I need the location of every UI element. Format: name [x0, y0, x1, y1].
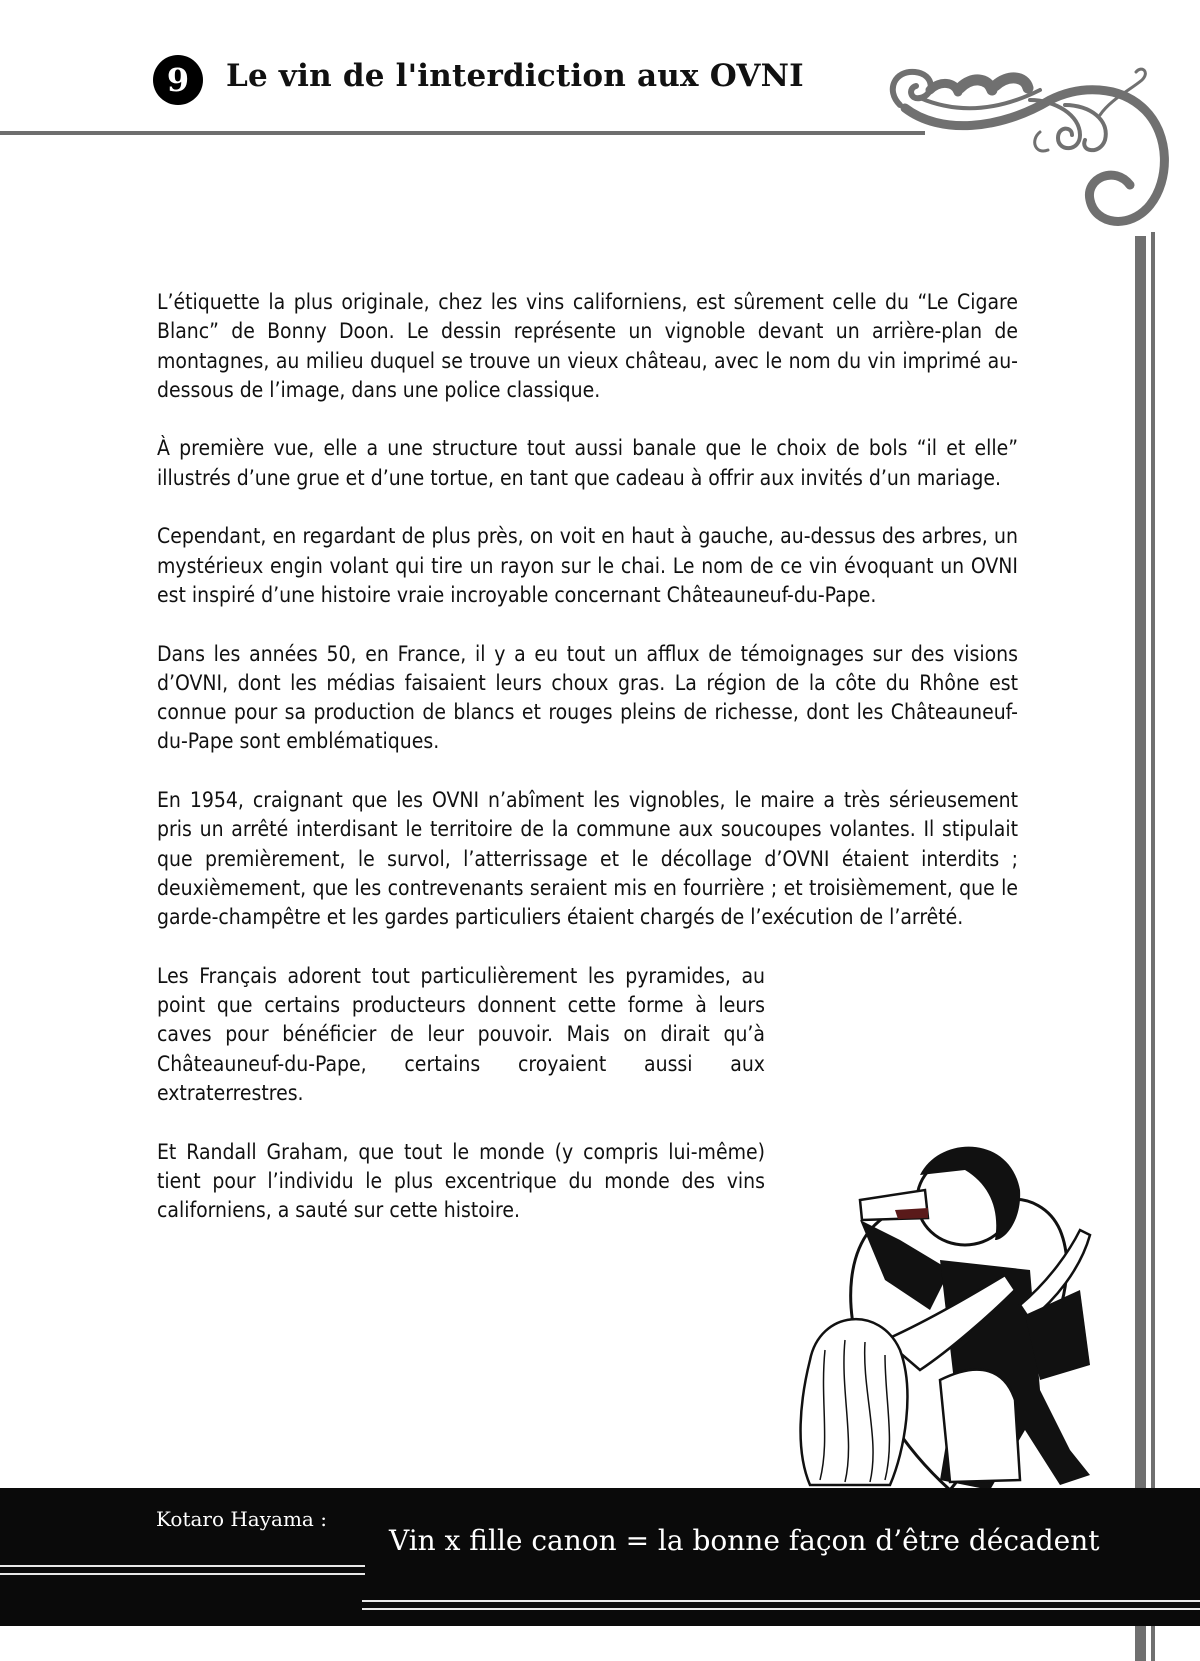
article-body [157, 288, 1018, 1255]
paragraph: L’étiquette la plus originale, chez les vins californiens, est sûrement celle du “Le Cigare Blanc” de Bonny Doon. Le dessin représente un vignoble devant un arrière-plan de montagnes, au milieu duquel se trouve un vieux château, avec le nom du vin imprimé au-dessous de l’image, dans une police classique. [157, 290, 1018, 402]
divider-line [362, 1608, 1200, 1610]
paragraph: En 1954, craignant que les OVNI n’abîment les vignobles, le maire a très sérieusement pris un arrêté interdisant le territoire de la commune aux soucoupes volantes. Il stipulait que premièrement, le survol, l’atterrissage et le décollage d’OVNI étaient interdits ; deuxièmement, que les contrevenants seraient mis en fourrière ; et troisièmement, que le garde-champêtre et les gardes particuliers étaient chargés de l’exécution de l’arrêté. [157, 788, 1018, 930]
author-name: Kotaro Hayama : [156, 1507, 327, 1531]
wine-drinking-couple-illustration [790, 1130, 1120, 1490]
footer-tagline: Vin x fille canon = la bonne façon d’être décadent [389, 1524, 1100, 1557]
paragraph: Les Français adorent tout particulièrement les pyramides, au point que certains producteurs donnent cette forme à leurs caves pour bénéficier de leur pouvoir. Mais on dirait qu’à Châteauneuf-du-Pape, certains croyaient aussi aux extraterrestres. [157, 963, 765, 1106]
divider-line [362, 1600, 1200, 1602]
paragraph: Dans les années 50, en France, il y a eu tout un afflux de témoignages sur des visions d’OVNI, dont les médias faisaient leurs choux gras. La région de la côte du Rhône est connue pour sa production de blancs et rouges pleins de richesse, dont les Châteauneuf-du-Pape sont emblématiques. [157, 641, 1018, 754]
divider-line [0, 1573, 365, 1575]
paragraph: Cependant, en regardant de plus près, on voit en haut à gauche, au-dessus des arbres, un mystérieux engin volant qui tire un rayon sur le chai. Le nom de ce vin évoquant un OVNI est inspiré d’une histoire vraie incroyable concernant Châteauneuf-du-Pape. [157, 524, 1018, 607]
corner-ornament-icon [880, 60, 1180, 250]
header-rule [0, 131, 925, 135]
vertical-border-thin [1151, 232, 1155, 1661]
vertical-border-thick [1135, 236, 1146, 1661]
divider-line [0, 1565, 365, 1567]
paragraph: Et Randall Graham, que tout le monde (y compris lui-même) tient pour l’individu le plus excentrique du monde des vins californiens, a sauté sur cette histoire. [157, 1139, 765, 1223]
paragraph: À première vue, elle a une structure tout aussi banale que le choix de bols “il et elle” illustrés d’une grue et d’une tortue, en tant que cadeau à offrir aux invités d’un mariage. [157, 436, 1018, 490]
chapter-number-badge: 9 [153, 55, 203, 105]
page-title: Le vin de l'interdiction aux OVNI [226, 58, 804, 94]
